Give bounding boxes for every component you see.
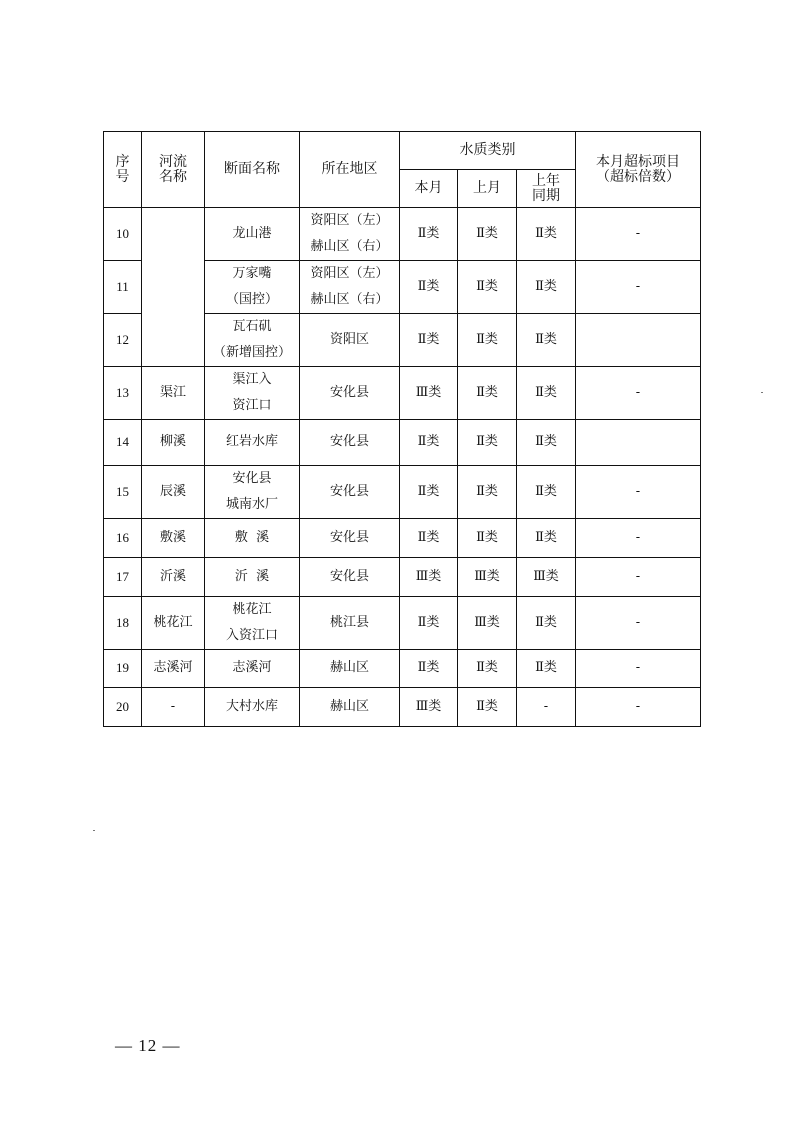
row-river-merged xyxy=(142,208,205,367)
row-this-month: Ⅱ类 xyxy=(400,466,458,519)
header-last-year: 上年 同期 xyxy=(517,170,576,208)
row-last-month: Ⅲ类 xyxy=(458,597,517,650)
row-no: 14 xyxy=(104,420,142,466)
row-last-month: Ⅱ类 xyxy=(458,314,517,367)
header-last-month: 上月 xyxy=(458,170,517,208)
header-exceed: 本月超标项目 （超标倍数） xyxy=(576,132,701,208)
row-last-month: Ⅱ类 xyxy=(458,208,517,261)
row-this-month: Ⅱ类 xyxy=(400,519,458,558)
row-no: 12 xyxy=(104,314,142,367)
row-this-month: Ⅱ类 xyxy=(400,314,458,367)
row-last-year: Ⅱ类 xyxy=(517,519,576,558)
row-section: 渠江入 资江口 xyxy=(205,367,300,420)
row-last-year: Ⅱ类 xyxy=(517,261,576,314)
row-river: 柳溪 xyxy=(142,420,205,466)
row-last-year: Ⅱ类 xyxy=(517,208,576,261)
table-row xyxy=(104,519,701,558)
scan-speck xyxy=(761,392,763,393)
row-last-month: Ⅱ类 xyxy=(458,688,517,727)
row-last-year: Ⅱ类 xyxy=(517,597,576,650)
row-river: 渠江 xyxy=(142,367,205,420)
row-last-year: Ⅲ类 xyxy=(517,558,576,597)
row-exceed xyxy=(576,314,701,367)
row-region: 安化县 xyxy=(300,367,400,420)
row-no: 17 xyxy=(104,558,142,597)
row-section: 红岩水库 xyxy=(205,420,300,466)
row-last-year: Ⅱ类 xyxy=(517,466,576,519)
row-section: 志溪河 xyxy=(205,650,300,688)
row-section: 沂 溪 xyxy=(205,558,300,597)
row-last-month: Ⅱ类 xyxy=(458,367,517,420)
row-section: 敷 溪 xyxy=(205,519,300,558)
row-no: 10 xyxy=(104,208,142,261)
table-row xyxy=(104,558,701,597)
row-no: 15 xyxy=(104,466,142,519)
row-exceed: - xyxy=(576,519,701,558)
row-region: 赫山区 xyxy=(300,650,400,688)
row-section: 万家嘴 （国控） xyxy=(205,261,300,314)
row-region: 安化县 xyxy=(300,420,400,466)
row-exceed: - xyxy=(576,261,701,314)
row-river: - xyxy=(142,688,205,727)
header-this-month: 本月 xyxy=(400,170,458,208)
row-no: 16 xyxy=(104,519,142,558)
row-exceed: - xyxy=(576,650,701,688)
row-no: 11 xyxy=(104,261,142,314)
table-row xyxy=(104,208,701,261)
row-last-month: Ⅱ类 xyxy=(458,466,517,519)
table-row xyxy=(104,597,701,650)
row-no: 18 xyxy=(104,597,142,650)
row-region: 桃江县 xyxy=(300,597,400,650)
row-exceed xyxy=(576,420,701,466)
header-quality: 水质类别 xyxy=(400,132,576,170)
page-number: — 12 — xyxy=(115,1036,181,1055)
row-this-month: Ⅲ类 xyxy=(400,367,458,420)
row-section: 大村水库 xyxy=(205,688,300,727)
row-this-month: Ⅱ类 xyxy=(400,420,458,466)
header-region: 所在地区 xyxy=(300,132,400,208)
row-this-month: Ⅱ类 xyxy=(400,597,458,650)
row-this-month: Ⅱ类 xyxy=(400,650,458,688)
row-river: 沂溪 xyxy=(142,558,205,597)
table-row xyxy=(104,466,701,519)
row-no: 20 xyxy=(104,688,142,727)
row-last-year: - xyxy=(517,688,576,727)
row-last-month: Ⅱ类 xyxy=(458,650,517,688)
row-river: 桃花江 xyxy=(142,597,205,650)
row-no: 13 xyxy=(104,367,142,420)
row-river: 敷溪 xyxy=(142,519,205,558)
water-quality-table xyxy=(103,131,701,727)
row-region: 安化县 xyxy=(300,558,400,597)
table-row xyxy=(104,650,701,688)
row-last-year: Ⅱ类 xyxy=(517,420,576,466)
row-section: 桃花江 入资江口 xyxy=(205,597,300,650)
header-seq: 序 号 xyxy=(104,132,142,208)
row-exceed: - xyxy=(576,466,701,519)
row-section: 龙山港 xyxy=(205,208,300,261)
row-river: 辰溪 xyxy=(142,466,205,519)
row-section: 安化县 城南水厂 xyxy=(205,466,300,519)
row-last-year: Ⅱ类 xyxy=(517,650,576,688)
row-section: 瓦石矶 （新增国控） xyxy=(205,314,300,367)
table-row xyxy=(104,420,701,466)
header-section: 断面名称 xyxy=(205,132,300,208)
row-region: 资阳区 xyxy=(300,314,400,367)
header-river: 河流 名称 xyxy=(142,132,205,208)
row-this-month: Ⅱ类 xyxy=(400,261,458,314)
row-region: 资阳区（左） 赫山区（右） xyxy=(300,261,400,314)
row-exceed: - xyxy=(576,688,701,727)
row-exceed: - xyxy=(576,367,701,420)
row-last-year: Ⅱ类 xyxy=(517,367,576,420)
row-river: 志溪河 xyxy=(142,650,205,688)
row-last-month: Ⅱ类 xyxy=(458,261,517,314)
row-region: 安化县 xyxy=(300,466,400,519)
row-exceed: - xyxy=(576,208,701,261)
row-this-month: Ⅲ类 xyxy=(400,688,458,727)
row-exceed: - xyxy=(576,558,701,597)
row-no: 19 xyxy=(104,650,142,688)
scan-speck xyxy=(93,830,95,831)
row-exceed: - xyxy=(576,597,701,650)
row-last-month: Ⅲ类 xyxy=(458,558,517,597)
row-region: 资阳区（左） 赫山区（右） xyxy=(300,208,400,261)
table-row xyxy=(104,688,701,727)
row-last-year: Ⅱ类 xyxy=(517,314,576,367)
row-region: 赫山区 xyxy=(300,688,400,727)
row-last-month: Ⅱ类 xyxy=(458,519,517,558)
row-this-month: Ⅲ类 xyxy=(400,558,458,597)
row-region: 安化县 xyxy=(300,519,400,558)
row-this-month: Ⅱ类 xyxy=(400,208,458,261)
table-row xyxy=(104,367,701,420)
row-last-month: Ⅱ类 xyxy=(458,420,517,466)
